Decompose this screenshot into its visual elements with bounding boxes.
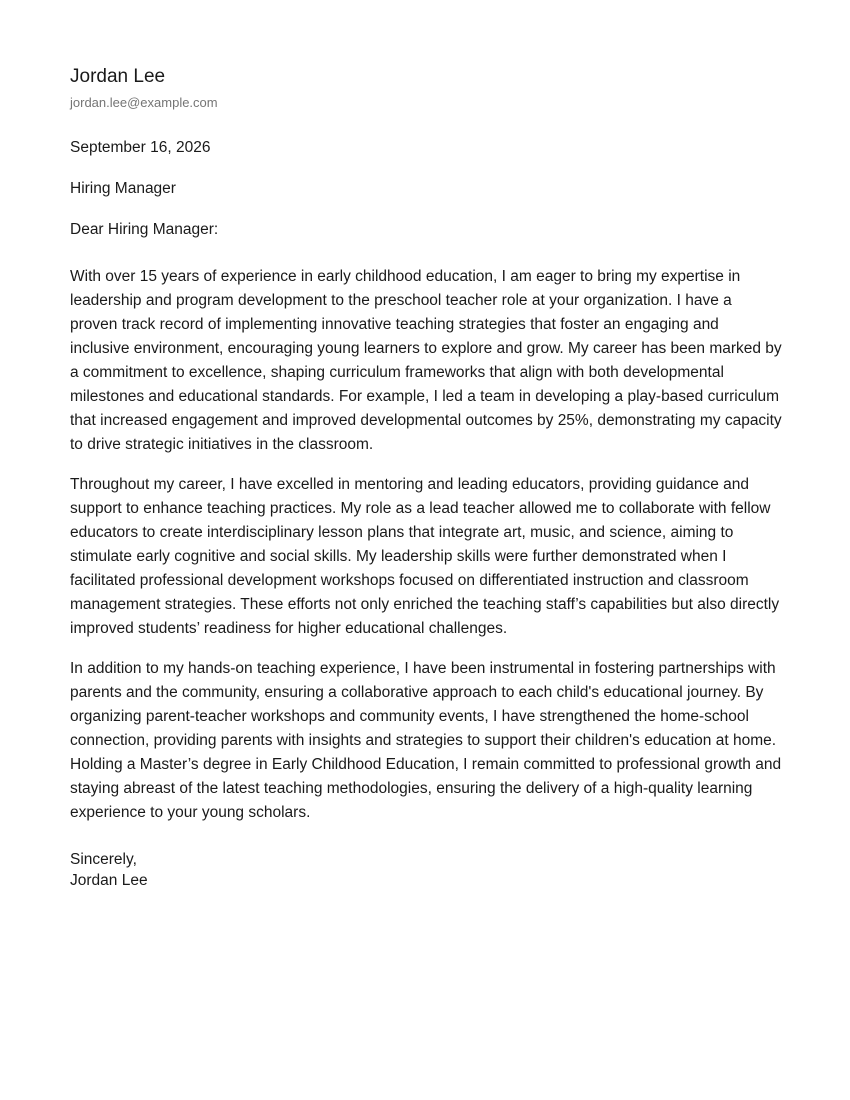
sender-email: jordan.lee@example.com [70, 95, 218, 110]
salutation: Dear Hiring Manager: [70, 221, 219, 238]
recipient: Hiring Manager [70, 180, 176, 197]
letter-signoff [70, 849, 782, 891]
body-paragraph-1: With over 15 years of experience in early childhood education, I am eager to bring my expertise in leadership and program development to the preschool teacher role at your organization. I have a proven track record of implementing innovative teaching strategies that foster an engaging and inclusive environment, encouraging young learners to explore and grow. My career has been marked by a commitment to excellence, shaping curriculum frameworks that align with both developmental milestones and educational standards. For example, I led a team in developing a play-based curriculum that increased engagement and improved developmental outcomes by 25%, demonstrating my capacity to drive strategic initiatives in the classroom. [70, 268, 782, 453]
letter-body [70, 265, 782, 825]
letter-date: September 16, 2026 [70, 139, 211, 156]
sender-name: Jordan Lee [70, 66, 166, 87]
body-paragraph-3: In addition to my hands-on teaching experience, I have been instrumental in fostering partnerships with parents and the community, ensuring a collaborative approach to each child's educational journey. By organizing parent-teacher workshops and community events, I have strengthened the home-school connection, providing parents with insights and strategies to support their children's education at home. Holding a Master’s degree in Early Childhood Education, I remain committed to professional growth and staying abreast of the latest teaching methodologies, ensuring the delivery of a high-quality learning experience to your young scholars. [70, 660, 782, 821]
body-paragraph-2: Throughout my career, I have excelled in mentoring and leading educators, providing guidance and support to enhance teaching practices. My role as a lead teacher allowed me to collaborate with fellow educators to create interdisciplinary lesson plans that integrate art, music, and science, aiming to stimulate early cognitive and social skills. My leadership skills were further demonstrated when I facilitated professional development workshops focused on differentiated instruction and classroom management strategies. These efforts not only enriched the teaching staff’s capabilities but also directly improved students’ readiness for higher educational challenges. [70, 476, 780, 637]
signature: Jordan Lee [70, 872, 148, 889]
closing: Sincerely, [70, 851, 137, 868]
letter-header [70, 64, 782, 112]
cover-letter [70, 64, 782, 891]
